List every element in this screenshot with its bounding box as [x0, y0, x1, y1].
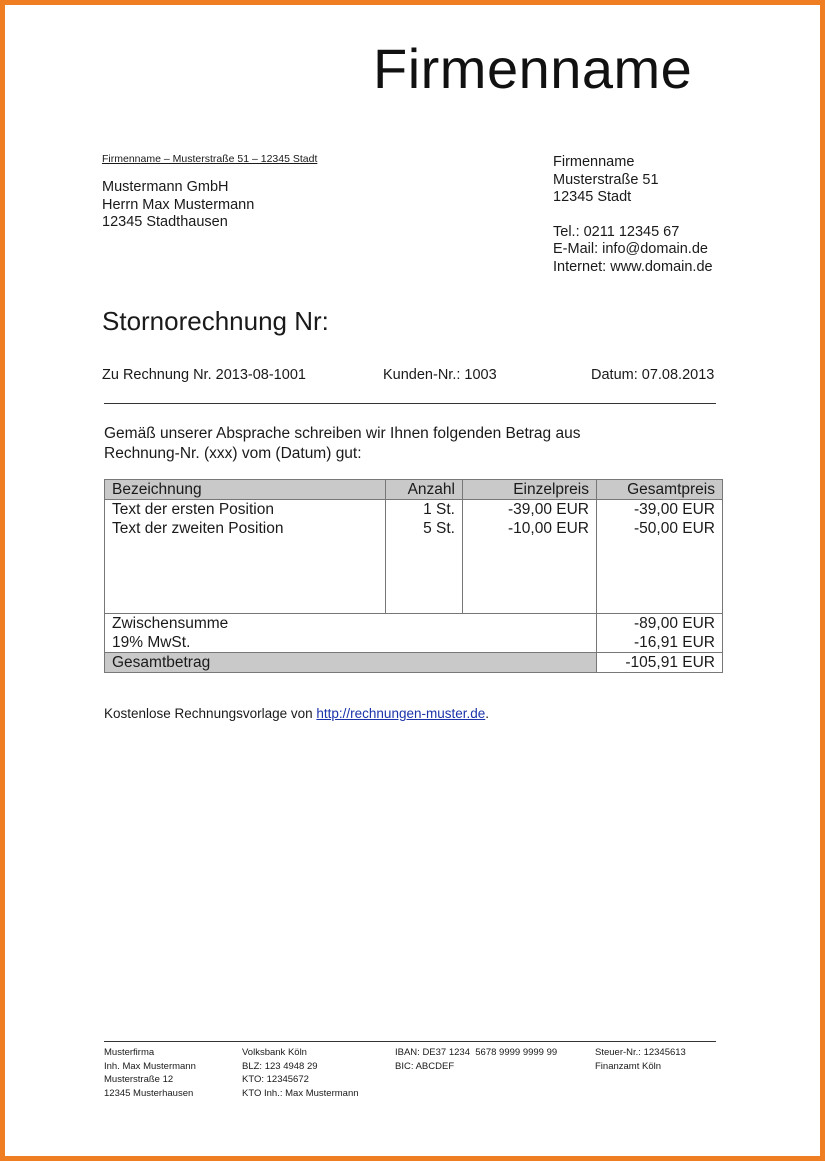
footer-line: Musterfirma — [104, 1047, 155, 1058]
subtotal-value: -89,00 EUR — [597, 614, 723, 634]
line-items-table — [104, 479, 723, 673]
intro-text — [104, 424, 580, 463]
footer-iban — [395, 1046, 557, 1073]
recipient-company: Mustermann GmbH — [102, 179, 229, 195]
recipient-address — [102, 179, 254, 232]
item-description: Text der ersten Position — [105, 500, 386, 520]
footer-line: Inh. Max Mustermann — [104, 1060, 196, 1072]
item-description: Text der zweiten Position — [105, 519, 386, 538]
sender-return-address: Firmenname – Musterstraße 51 – 12345 Stadt — [102, 153, 318, 165]
item-unit-price: -39,00 EUR — [463, 500, 597, 520]
column-header-total-price: Gesamtpreis — [597, 480, 723, 500]
sender-contact-block — [553, 154, 713, 276]
footer-line: 12345 Musterhausen — [104, 1087, 194, 1099]
recipient-person: Herrn Max Mustermann — [102, 196, 255, 213]
footer-company — [104, 1046, 196, 1100]
contact-email: E-Mail: info@domain.de — [553, 241, 708, 257]
intro-line: Gemäß unserer Absprache schreiben wir Ihnen folgenden Betrag aus — [104, 425, 581, 442]
item-unit-price: -10,00 EUR — [463, 519, 597, 538]
table-header-row — [105, 480, 723, 500]
total-value: -105,91 EUR — [597, 653, 723, 673]
footer-line: KTO Inh.: Max Mustermann — [242, 1087, 359, 1099]
footer-divider — [104, 1041, 716, 1042]
credit-text: Kostenlose Rechnungsvorlage von — [104, 706, 317, 721]
total-row — [105, 653, 723, 673]
item-quantity: 1 St. — [386, 500, 463, 520]
footer-line: KTO: 12345672 — [242, 1074, 309, 1086]
subtotal-row — [105, 614, 723, 634]
template-credit — [104, 706, 489, 721]
contact-phone: Tel.: 0211 12345 67 — [553, 223, 680, 240]
footer-line: Volksbank Köln — [242, 1047, 307, 1058]
invoice-reference: Zu Rechnung Nr. 2013-08-1001 — [102, 367, 306, 383]
tax-value: -16,91 EUR — [597, 633, 723, 653]
footer-tax — [595, 1046, 686, 1073]
tax-label: 19% MwSt. — [105, 633, 597, 653]
header-divider — [104, 403, 716, 404]
item-total-price: -39,00 EUR — [597, 500, 723, 520]
contact-name: Firmenname — [553, 154, 635, 170]
footer-line: BLZ: 123 4948 29 — [242, 1060, 318, 1072]
total-label: Gesamtbetrag — [105, 653, 597, 673]
footer-line: BIC: ABCDEF — [395, 1060, 455, 1072]
item-total-price: -50,00 EUR — [597, 519, 723, 538]
footer-bank — [242, 1046, 359, 1100]
subtotal-label: Zwischensumme — [105, 614, 597, 634]
customer-number: Kunden-Nr.: 1003 — [383, 367, 497, 383]
credit-suffix: . — [485, 706, 490, 721]
footer-line: Musterstraße 12 — [104, 1074, 174, 1086]
footer-line: Steuer-Nr.: 12345613 — [595, 1047, 686, 1058]
contact-internet: Internet: www.domain.de — [553, 258, 713, 275]
footer-line: IBAN: DE37 1234 5678 9999 9999 99 — [395, 1047, 558, 1058]
contact-street: Musterstraße 51 — [553, 171, 659, 188]
credit-link[interactable]: http://rechnungen-muster.de — [316, 706, 486, 721]
document-date: Datum: 07.08.2013 — [591, 367, 715, 383]
item-quantity: 5 St. — [386, 519, 463, 538]
tax-row — [105, 633, 723, 653]
table-row — [105, 500, 723, 520]
column-header-description: Bezeichnung — [105, 480, 386, 500]
document-title: Stornorechnung Nr: — [102, 306, 329, 336]
table-row — [105, 519, 723, 538]
footer-line: Finanzamt Köln — [595, 1060, 662, 1072]
recipient-city: 12345 Stadthausen — [102, 214, 228, 230]
column-header-unit-price: Einzelpreis — [463, 480, 597, 500]
table-empty-space — [105, 538, 723, 614]
intro-line: Rechnung-Nr. (xxx) vom (Datum) gut: — [104, 444, 362, 462]
column-header-quantity: Anzahl — [386, 480, 463, 500]
contact-city: 12345 Stadt — [553, 189, 632, 205]
company-title: Firmenname — [373, 37, 693, 100]
